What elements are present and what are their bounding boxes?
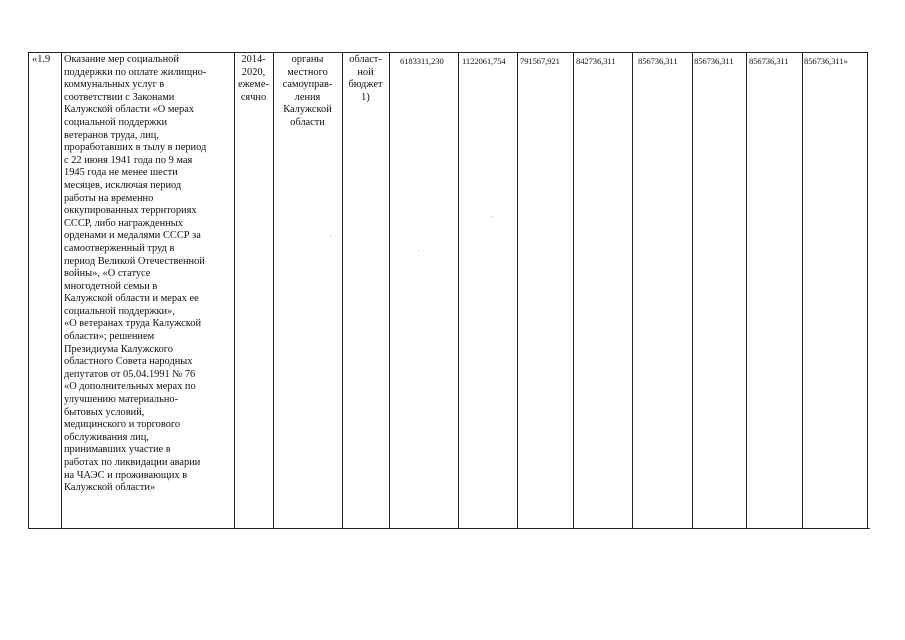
funding-source-line: 1): [361, 91, 370, 103]
description-line: проработавших в тылу в период: [64, 142, 207, 154]
description-line: Оказание мер социальной: [64, 54, 179, 65]
row-description: [64, 54, 234, 495]
description-line: обслуживания лиц,: [64, 431, 149, 443]
column-divider-4: [342, 52, 343, 528]
amount-2020: 856736,311»: [804, 56, 848, 66]
amount-2017: 856736,311: [638, 56, 678, 66]
period-line: сячно: [240, 91, 267, 103]
description-line: депутатов от 05.04.1991 № 76: [64, 368, 196, 380]
scan-speck: [418, 250, 419, 251]
scan-speck: [492, 216, 493, 217]
table-bottom-border: [28, 528, 870, 529]
amount-2014: 1122061,754: [462, 56, 506, 66]
executor-line: Калужской: [283, 104, 332, 116]
description-line: работы на временно: [64, 192, 154, 204]
description-line: социальной поддержки»,: [64, 305, 175, 317]
executor-line: ления: [294, 91, 321, 103]
description-line: работах по ликвидации аварии: [64, 457, 201, 468]
description-line: месяцев, исключая период: [64, 179, 182, 191]
description-line: оккупированных территориях: [64, 205, 197, 217]
column-divider-7: [517, 52, 518, 528]
description-line: медицинского и торгового: [64, 419, 181, 431]
description-line: СССР, либо награжденных: [64, 217, 183, 229]
description-line: социальной поддержки: [64, 116, 168, 128]
description-line: Президиума Калужского: [64, 343, 173, 355]
row-executor: [273, 54, 342, 130]
description-line: коммунальных услуг в: [64, 79, 165, 91]
table-border-left: [28, 52, 29, 528]
executor-line: органы: [291, 54, 324, 65]
description-line: бытовых условий,: [64, 406, 145, 418]
amount-total: 6183311,230: [400, 56, 444, 66]
column-divider-6: [458, 52, 459, 528]
executor-line: самоуправ-: [282, 79, 333, 91]
funding-source-line: ной: [357, 66, 374, 78]
row-number: «1.9: [32, 54, 51, 65]
description-line: войны», «О статусе: [64, 268, 151, 280]
table-top-border: [28, 52, 867, 53]
description-line: с 22 июня 1941 года по 9 мая: [64, 154, 193, 166]
description-line: принимавших участие в: [64, 444, 171, 456]
description-line: соответствии с Законами: [64, 91, 175, 103]
description-line: областного Совета народных: [64, 356, 193, 368]
description-line: многодетной семьи в: [64, 280, 158, 292]
column-divider-5: [389, 52, 390, 528]
period-line: ежеме-: [238, 79, 269, 91]
scan-speck: [330, 236, 331, 237]
period-line: 2014-: [241, 54, 266, 65]
table-border-right: [867, 52, 868, 528]
funding-source-line: бюджет: [348, 79, 383, 91]
description-line: «О дополнительных мерах по: [64, 381, 196, 393]
description-line: улучшению материально-: [64, 394, 179, 406]
description-line: «О ветеранах труда Калужской: [64, 318, 202, 330]
description-line: поддержки по оплате жилищно-: [64, 66, 207, 78]
description-line: 1945 года не менее шести: [64, 167, 178, 179]
column-divider-8: [573, 52, 574, 528]
amount-2015: 791567,921: [520, 56, 560, 66]
description-line: Калужской области «О мерах: [64, 104, 195, 116]
description-line: самоотверженный труд в: [64, 242, 175, 254]
amount-2016: 842736,311: [576, 56, 616, 66]
column-divider-1: [61, 52, 62, 528]
column-divider-2: [234, 52, 235, 528]
amount-2018: 856736,311: [694, 56, 734, 66]
description-line: орденами и медалями СССР за: [64, 230, 201, 242]
description-line: Калужской области»: [64, 482, 156, 494]
executor-line: области: [290, 116, 325, 128]
row-funding-source: [342, 54, 389, 104]
row-period: [234, 54, 273, 104]
description-line: области»; решением: [64, 331, 155, 343]
funding-source-line: област-: [349, 54, 382, 65]
column-divider-9: [632, 52, 633, 528]
column-divider-10: [692, 52, 693, 528]
executor-line: местного: [287, 66, 328, 78]
amount-2019: 856736,311: [749, 56, 789, 66]
description-line: ветеранов труда, лиц,: [64, 129, 159, 141]
column-divider-12: [802, 52, 803, 528]
description-line: период Великой Отечественной: [64, 255, 205, 267]
period-line: 2020,: [241, 66, 266, 78]
description-line: на ЧАЭС и проживающих в: [64, 469, 188, 481]
column-divider-11: [746, 52, 747, 528]
description-line: Калужской области и мерах ее: [64, 293, 199, 305]
